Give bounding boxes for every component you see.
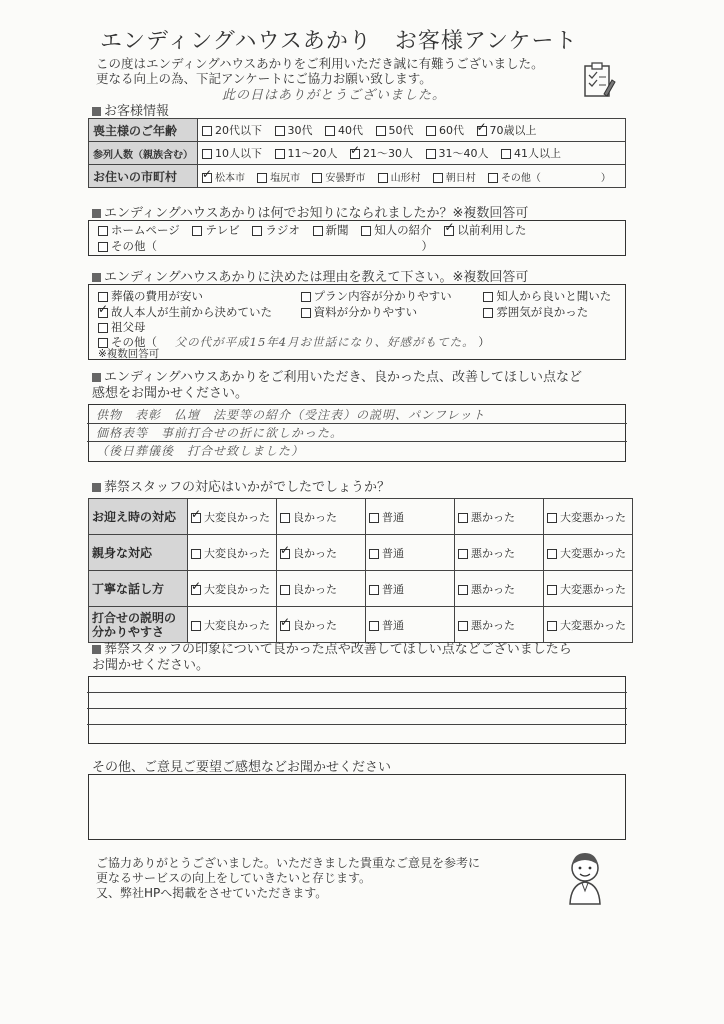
- table-row: [89, 119, 626, 142]
- intro-line: この度はエンディングハウスあかりをご利用いただき誠に有難うございました。: [96, 56, 544, 71]
- option-age-30[interactable]: 30代: [275, 122, 313, 138]
- rating-option[interactable]: 悪かった: [455, 499, 544, 535]
- q4-heading: 葬祭スタッフの対応はいかがでしたでしょうか？: [92, 476, 390, 495]
- table-row: [89, 571, 633, 607]
- row-label: 参列人数（親族含む）: [89, 142, 198, 165]
- option-age-40[interactable]: 40代: [325, 122, 363, 138]
- option-used-before[interactable]: ✓ 以前利用した: [444, 222, 526, 238]
- row-label: 親身な対応: [89, 535, 188, 571]
- option-decided-by-deceased[interactable]: ✓故人本人が生前から決めていた: [98, 304, 288, 320]
- footer-line: 更なるサービスの向上をしていきたいと存じます。: [96, 871, 372, 885]
- option-attendees-10[interactable]: 10人以下: [202, 145, 262, 161]
- row-label: お迎え時の対応: [89, 499, 188, 535]
- rating-option[interactable]: 悪かった: [455, 535, 544, 571]
- city-options: [198, 165, 626, 188]
- q1-row: [98, 238, 442, 254]
- option-newspaper[interactable]: 新聞: [313, 222, 349, 238]
- clipboard-icon: [578, 60, 618, 100]
- rating-option[interactable]: 悪かった: [455, 607, 544, 643]
- option-city-shiojiri[interactable]: 塩尻市: [257, 169, 300, 184]
- q3-answer-line: （後日葬儀後 打合せ致しました）: [96, 444, 305, 458]
- option-tv[interactable]: テレビ: [192, 222, 239, 238]
- rating-option[interactable]: 普通: [366, 607, 455, 643]
- option-age-60[interactable]: 60代: [426, 122, 464, 138]
- option-radio[interactable]: ラジオ: [252, 222, 300, 238]
- option-attendees-30[interactable]: ✓ 21～30人: [350, 145, 413, 161]
- rating-option[interactable]: 大変良かった: [188, 535, 277, 571]
- option-attendees-40[interactable]: 31～40人: [426, 145, 489, 161]
- rating-option[interactable]: 大変良かった: [188, 607, 277, 643]
- table-row: [89, 165, 626, 188]
- q3-answer-line: 価格表等 事前打合せの折に欲しかった。: [96, 426, 344, 440]
- attendee-options: [198, 142, 626, 165]
- rating-option[interactable]: 良かった: [277, 571, 366, 607]
- row-label: 喪主様のご年齢: [89, 119, 198, 142]
- intro-text: [96, 56, 544, 86]
- option-age-50[interactable]: 50代: [376, 122, 414, 138]
- q3-heading: エンディングハウスあかりをご利用いただき、良かった点、改善してほしい点など 感想をお聞かせください。: [92, 370, 583, 401]
- option-attendees-20[interactable]: 11～20人: [275, 145, 338, 161]
- handwritten-thanks: 此の日はありがとうございました。: [222, 88, 447, 103]
- q6-answer-box[interactable]: [88, 774, 626, 840]
- option-low-cost[interactable]: 葬儀の費用が安い: [98, 288, 288, 304]
- option-referral[interactable]: 知人の紹介: [361, 222, 432, 238]
- option-clear-materials[interactable]: 資料が分かりやすい: [301, 304, 471, 320]
- rating-option[interactable]: 普通: [366, 535, 455, 571]
- option-city-matsumoto[interactable]: ✓ 松本市: [202, 169, 245, 184]
- q5-answer-box[interactable]: [88, 676, 626, 744]
- other-close: ）: [478, 335, 490, 349]
- q2-note: ※複数回答可: [98, 348, 160, 360]
- rating-option[interactable]: 大変悪かった: [544, 499, 633, 535]
- option-age-70[interactable]: ✓ 70歳以上: [477, 122, 537, 138]
- rating-option[interactable]: 大変悪かった: [544, 535, 633, 571]
- footer-text: [96, 856, 480, 901]
- other-label: その他（: [111, 335, 157, 349]
- row-label: 打合せの説明の分かりやすさ: [89, 607, 188, 643]
- rating-option[interactable]: 普通: [366, 499, 455, 535]
- row-label: 丁寧な話し方: [89, 571, 188, 607]
- table-row: [89, 535, 633, 571]
- survey-title: エンディングハウスあかり お客様アンケート: [100, 29, 578, 54]
- staff-avatar-icon: [560, 848, 610, 906]
- q2-heading: エンディングハウスあかりに決めたは理由を教えて下さい。※複数回答可: [92, 266, 528, 285]
- staff-rating-table: [88, 498, 633, 643]
- option-city-yamagata[interactable]: 山形村: [378, 169, 421, 184]
- option-city-azumino[interactable]: 安曇野市: [312, 169, 365, 184]
- row-label: お住いの市町村: [89, 165, 198, 188]
- option-grandparents[interactable]: 祖父母: [98, 319, 146, 335]
- q5-heading: 葬祭スタッフの印象について良かった点や改善してほしい点などございましたら お聞かせください。: [92, 642, 572, 673]
- table-row: [89, 142, 626, 165]
- q1-heading: エンディングハウスあかりは何でお知りになられましたか？※複数回答可: [92, 202, 528, 221]
- customer-info-table: [88, 118, 626, 188]
- q2-row: [98, 304, 597, 320]
- rating-option[interactable]: 普通: [366, 571, 455, 607]
- intro-line: 更なる向上の為、下記アンケートにご協力お願い致します。: [96, 71, 432, 86]
- option-city-asahi[interactable]: 朝日村: [433, 169, 476, 184]
- q2-row: [98, 288, 620, 304]
- option-good-atmosphere[interactable]: 雰囲気が良かった: [483, 304, 588, 320]
- rating-option[interactable]: 悪かった: [455, 571, 544, 607]
- option-age-20[interactable]: 20代以下: [202, 122, 262, 138]
- q3-answer-line: 供物 表彰 仏壇 法要等の紹介（受注表）の説明、パンフレット: [96, 408, 486, 422]
- rating-option[interactable]: ✓ 良かった: [277, 535, 366, 571]
- footer-line: ご協力ありがとうございました。いただきました貴重なご意見を参考に: [96, 856, 481, 870]
- rating-option[interactable]: 良かった: [277, 499, 366, 535]
- rating-option[interactable]: 大変悪かった: [544, 571, 633, 607]
- rating-option[interactable]: 大変悪かった: [544, 607, 633, 643]
- rating-option[interactable]: ✓ 大変良かった: [188, 571, 277, 607]
- option-homepage[interactable]: ホームページ: [98, 222, 180, 238]
- option-other[interactable]: その他（ ）: [98, 238, 433, 254]
- rating-option[interactable]: ✓ 良かった: [277, 607, 366, 643]
- q6-heading: その他、ご意見ご要望ご感想などお聞かせください: [92, 760, 392, 775]
- rating-option[interactable]: ✓ 大変良かった: [188, 499, 277, 535]
- table-row: [89, 607, 633, 643]
- option-attendees-41[interactable]: 41人以上: [501, 145, 561, 161]
- customer-info-heading: お客様情報: [92, 100, 169, 119]
- q2-row: [98, 319, 155, 335]
- option-city-other[interactable]: その他（ ）: [488, 169, 611, 184]
- option-clear-plan[interactable]: プラン内容が分かりやすい: [301, 288, 471, 304]
- q1-row: [98, 222, 535, 238]
- age-options: [198, 119, 626, 142]
- option-heard-good[interactable]: 知人から良いと聞いた: [483, 288, 611, 304]
- footer-line: 又、弊社HPへ掲載をさせていただきます。: [96, 886, 328, 900]
- other-handwritten: 父の代が平成15年4月お世話になり、好感がもてた。: [174, 335, 475, 349]
- table-row: [89, 499, 633, 535]
